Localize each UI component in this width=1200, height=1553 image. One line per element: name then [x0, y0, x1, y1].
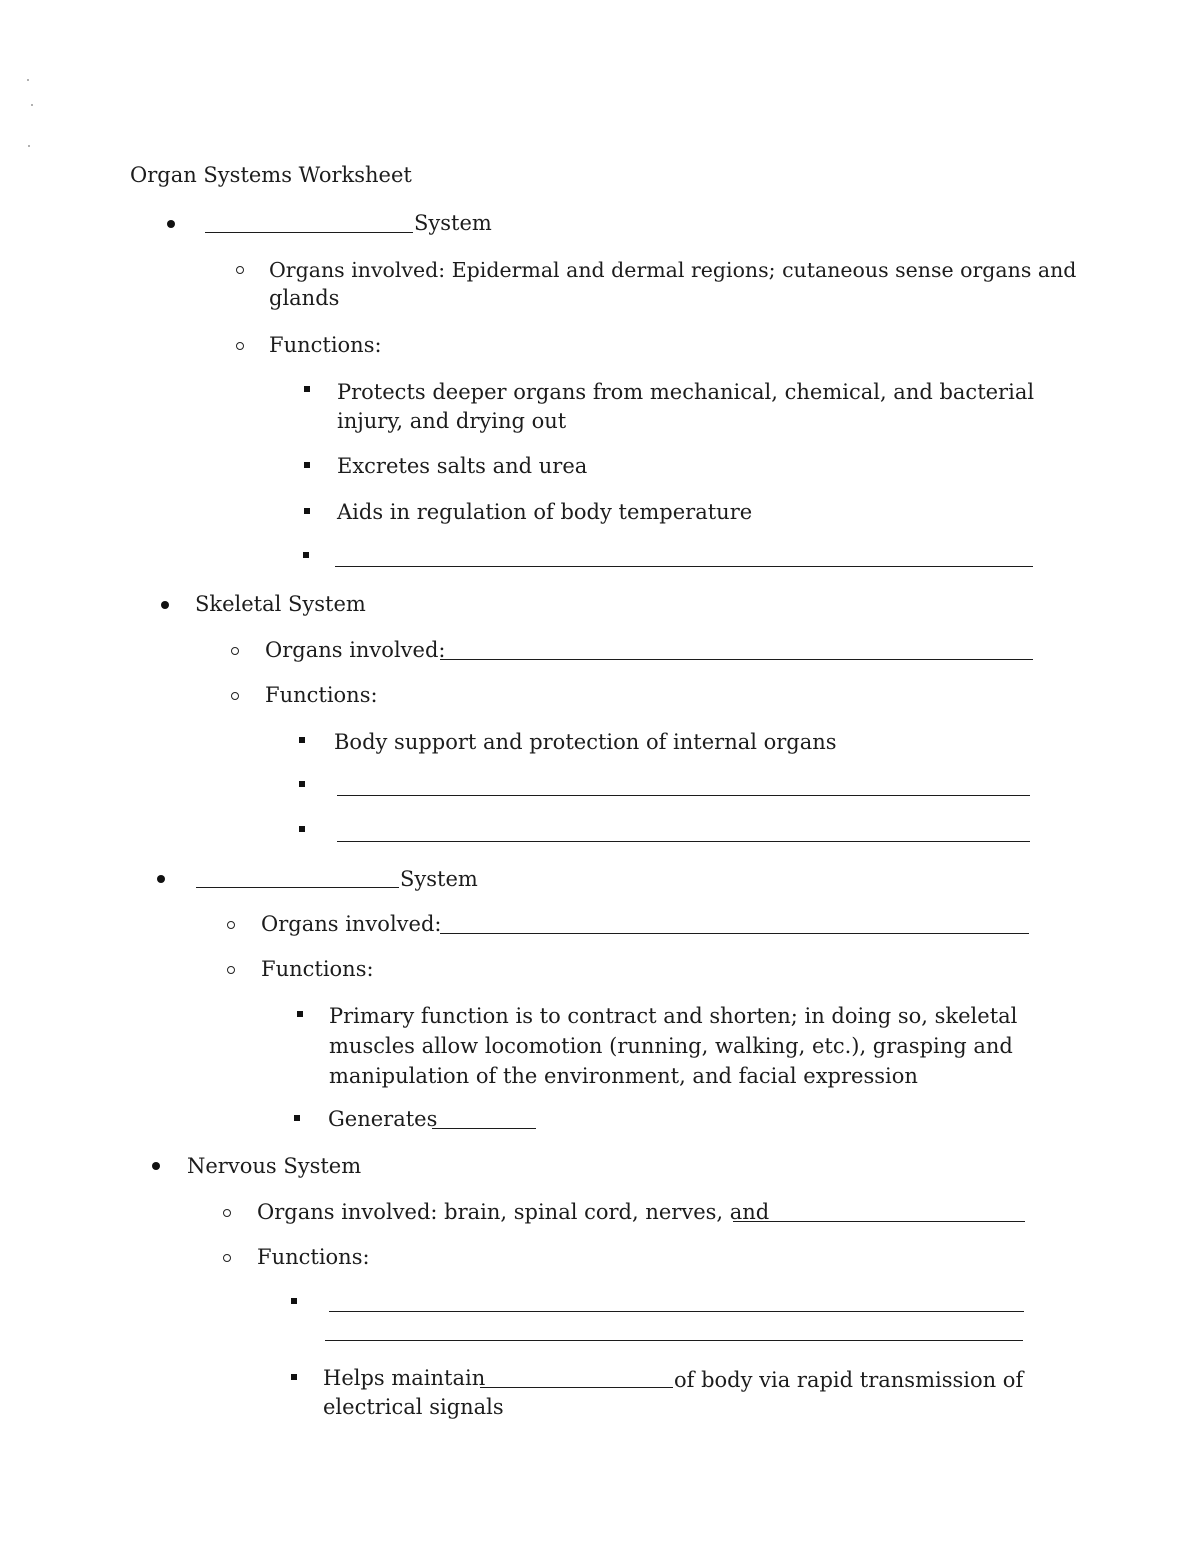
bullet-circle [236, 266, 244, 274]
system-1-organs-cont: glands [269, 286, 340, 310]
bullet-circle [227, 966, 235, 974]
bullet-circle [227, 921, 235, 929]
bullet-circle [223, 1209, 231, 1217]
bullet-square [299, 826, 305, 832]
system-4-function-2-pre: Helps maintain [323, 1366, 486, 1390]
system-1-function-3: Aids in regulation of body temperature [337, 500, 753, 524]
bullet-square [291, 1298, 297, 1304]
system-4-function-2-post: of body via rapid transmission of [674, 1368, 1024, 1392]
system-2-organs-label: Organs involved: [265, 638, 446, 662]
system-3-function-1: Primary function is to contract and shorten; in doing so, skeletal [329, 1004, 1018, 1028]
system-3-function-1-cont: muscles allow locomotion (running, walking, etc.), grasping and [329, 1034, 1013, 1058]
system-1-name-suffix: System [414, 211, 492, 235]
system-3-function-2-blank[interactable] [432, 1128, 536, 1129]
bullet-square [299, 781, 305, 787]
system-1-organs: Organs involved: Epidermal and dermal regions; cutaneous sense organs and [269, 258, 1077, 282]
system-4-function-2-cont: electrical signals [323, 1395, 504, 1419]
system-4-organs-label: Organs involved: brain, spinal cord, nerves, and [257, 1200, 770, 1224]
system-1-function-1-cont: injury, and drying out [337, 409, 567, 433]
bullet-square [304, 462, 310, 468]
system-3-organs-blank[interactable] [440, 933, 1029, 934]
bullet-dot [167, 220, 175, 228]
system-1-function-2: Excretes salts and urea [337, 454, 588, 478]
bullet-circle [231, 647, 239, 655]
system-2-name: Skeletal System [195, 592, 366, 616]
system-3-organs-label: Organs involved: [261, 912, 442, 936]
system-1-functions-label: Functions: [269, 333, 382, 357]
system-4-function-1-blank-line2[interactable] [325, 1340, 1023, 1341]
system-4-functions-label: Functions: [257, 1245, 370, 1269]
system-1-name-blank[interactable] [205, 232, 413, 233]
system-2-function-1: Body support and protection of internal organs [334, 730, 837, 754]
system-3-name-blank[interactable] [196, 887, 399, 888]
bullet-square [303, 552, 309, 558]
system-1-function-1: Protects deeper organs from mechanical, chemical, and bacterial [337, 380, 1035, 404]
bullet-square [297, 1011, 303, 1017]
bullet-circle [231, 692, 239, 700]
system-4-organs-blank[interactable] [733, 1221, 1025, 1222]
system-3-name-suffix: System [400, 867, 478, 891]
system-3-function-1-cont2: manipulation of the environment, and facial expression [329, 1064, 918, 1088]
system-2-function-2-blank[interactable] [337, 795, 1030, 796]
system-2-function-3-blank[interactable] [337, 841, 1030, 842]
bullet-square [304, 508, 310, 514]
bullet-dot [161, 601, 169, 609]
scan-speck [31, 104, 33, 106]
scan-speck [27, 79, 29, 81]
system-3-functions-label: Functions: [261, 957, 374, 981]
scan-speck [28, 145, 30, 147]
system-1-function-4-blank[interactable] [335, 566, 1033, 567]
system-4-name: Nervous System [187, 1154, 362, 1178]
bullet-square [291, 1374, 297, 1380]
system-3-function-2: Generates [328, 1107, 438, 1131]
system-4-function-2-blank[interactable] [480, 1387, 673, 1388]
bullet-circle [223, 1254, 231, 1262]
bullet-square [304, 386, 310, 392]
bullet-dot [157, 875, 165, 883]
bullet-circle [236, 342, 244, 350]
system-2-organs-blank[interactable] [440, 659, 1033, 660]
page-title: Organ Systems Worksheet [130, 163, 412, 187]
system-4-function-1-blank[interactable] [329, 1311, 1024, 1312]
system-2-functions-label: Functions: [265, 683, 378, 707]
bullet-square [299, 737, 305, 743]
bullet-square [294, 1115, 300, 1121]
bullet-dot [152, 1162, 160, 1170]
